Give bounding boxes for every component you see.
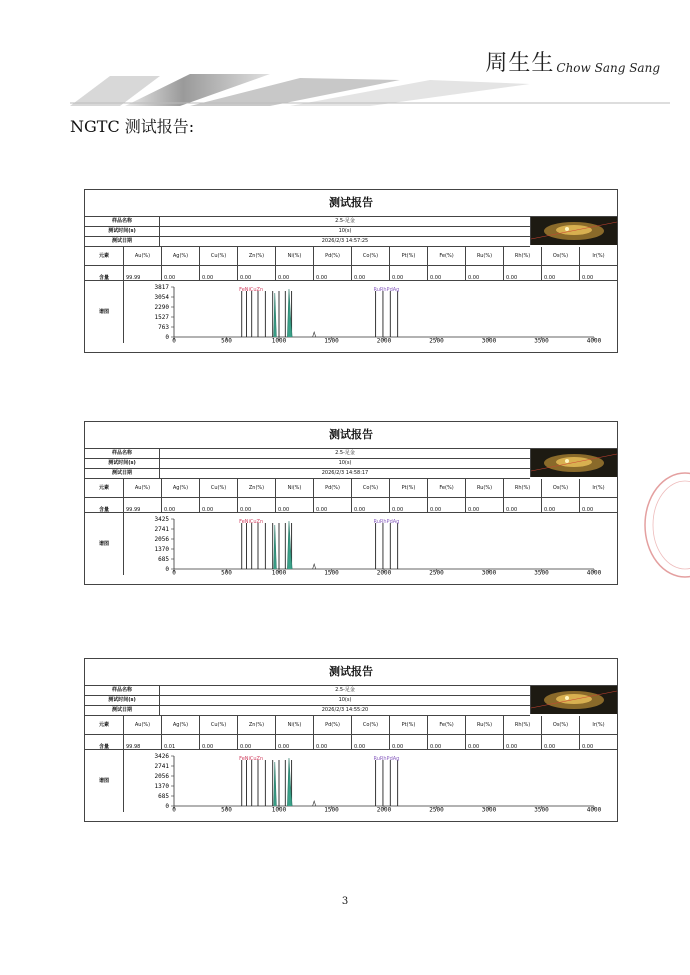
test-date-value: 2026/2/3 14:57:25: [321, 238, 369, 244]
spectrum-label: 谱图: [85, 513, 124, 575]
content-value-cell: 0.00: [352, 735, 390, 749]
content-value-cell: 0.00: [466, 498, 504, 512]
y-tick-label: 0: [165, 334, 169, 341]
y-tick-label: 685: [158, 793, 169, 800]
x-tick-label: 3500: [534, 806, 549, 812]
element-header-cell: Co(%): [352, 247, 390, 265]
content-label: 含量: [85, 266, 124, 280]
test-date-label: 测试日期: [85, 706, 160, 715]
element-header-cell: Co(%): [352, 479, 390, 497]
y-tick-label: 1370: [154, 546, 169, 553]
content-value-cell: 99.99: [124, 266, 162, 280]
content-value-cell: 0.00: [542, 266, 580, 280]
y-tick-label: 3426: [154, 753, 169, 760]
x-tick-label: 2000: [376, 337, 392, 343]
brand-logo: [485, 46, 660, 77]
element-header-cell: Au(%): [124, 716, 162, 734]
element-header-cell: Os(%): [542, 247, 580, 265]
page-number: 3: [341, 896, 349, 907]
test-date-row: [85, 469, 530, 479]
x-tick-label: 4000: [586, 337, 602, 343]
test-date-row: [85, 237, 530, 247]
content-value-cell: 0.00: [314, 266, 352, 280]
x-tick-label: 4000: [586, 806, 602, 812]
content-label: 含量: [85, 498, 124, 512]
element-header-cell: Rh(%): [504, 716, 542, 734]
y-tick-label: 3425: [154, 516, 169, 523]
test-time-value: 10(s): [338, 460, 352, 466]
spectrum-peak: [274, 289, 292, 337]
content-value-cell: 0.00: [504, 498, 542, 512]
x-tick-label: 1500: [324, 569, 339, 575]
y-tick-label: 2741: [154, 763, 169, 770]
element-header-cell: Pt(%): [390, 247, 428, 265]
y-tick-label: 2056: [154, 773, 169, 780]
x-tick-label: 1500: [324, 337, 339, 343]
y-tick-label: 2290: [154, 304, 169, 311]
sample-name-label: 样品名称: [85, 686, 160, 695]
content-label: 含量: [85, 735, 124, 749]
element-header-cell: Zn(%): [238, 247, 276, 265]
element-header-cell: Ag(%): [162, 247, 200, 265]
element-header-cell: Zn(%): [238, 716, 276, 734]
element-header-cell: Os(%): [542, 716, 580, 734]
spectrum-chart: [124, 750, 616, 812]
x-tick-label: 3000: [481, 569, 497, 575]
sample-photo: [530, 217, 617, 245]
y-tick-label: 2056: [154, 536, 169, 543]
content-value-cell: 0.00: [466, 266, 504, 280]
spectrum-label: 谱图: [85, 281, 124, 343]
element-header-cell: Fe(%): [428, 247, 466, 265]
content-value-cell: 0.00: [504, 735, 542, 749]
content-value-cell: 0.00: [238, 735, 276, 749]
test-time-value: 10(s): [338, 228, 352, 234]
content-value-cell: 0.00: [542, 498, 580, 512]
spectrum-plot: [124, 281, 617, 343]
element-header-cell: Cu(%): [200, 247, 238, 265]
element-header-cell: Ag(%): [162, 716, 200, 734]
y-tick-label: 2741: [154, 526, 169, 533]
element-header-cell: Ru(%): [466, 716, 504, 734]
element-marker-labels: FeNiCuZn: [239, 756, 264, 762]
spectrum-peak: [274, 521, 292, 569]
x-tick-label: 2500: [429, 806, 444, 812]
y-tick-label: 0: [165, 566, 169, 573]
spectrum-row: [85, 281, 617, 343]
element-header-cell: Os(%): [542, 479, 580, 497]
x-tick-label: 1000: [271, 806, 287, 812]
x-tick-label: 500: [221, 569, 232, 575]
element-header-cell: Fe(%): [428, 716, 466, 734]
content-value-cell: 0.00: [542, 735, 580, 749]
element-header-cell: Ni(%): [276, 479, 314, 497]
sample-name-row: [85, 217, 530, 227]
content-value-cell: 99.99: [124, 498, 162, 512]
spectrum-row: [85, 513, 617, 575]
element-marker-labels: FeNiCuZn: [239, 287, 264, 293]
x-tick-label: 1500: [324, 806, 339, 812]
content-value-cell: 0.00: [238, 498, 276, 512]
x-tick-label: 3000: [481, 337, 497, 343]
x-tick-label: 3500: [534, 569, 549, 575]
element-header-cell: Ru(%): [466, 247, 504, 265]
test-date-row: [85, 706, 530, 716]
element-marker-labels: FeNiCuZn: [239, 519, 264, 525]
test-date-value: 2026/2/3 14:58:17: [321, 470, 369, 476]
content-value-cell: 0.00: [428, 735, 466, 749]
content-value-cell: 0.00: [428, 498, 466, 512]
x-tick-label: 2500: [429, 337, 444, 343]
content-row: [85, 498, 617, 513]
element-header-cell: Fe(%): [428, 479, 466, 497]
x-tick-label: 3000: [481, 806, 497, 812]
element-header-cell: Cu(%): [200, 479, 238, 497]
sample-name-label: 样品名称: [85, 449, 160, 458]
test-time-value: 10(s): [338, 697, 352, 703]
sample-name-label: 样品名称: [85, 217, 160, 226]
y-tick-label: 0: [165, 803, 169, 810]
spectrum-chart: [124, 281, 616, 343]
test-time-row: [85, 696, 530, 706]
spectrum-label: 谱图: [85, 750, 124, 812]
x-tick-label: 2500: [429, 569, 444, 575]
content-value-cell: 0.00: [276, 266, 314, 280]
test-time-row: [85, 227, 530, 237]
element-header-cell: Pt(%): [390, 716, 428, 734]
element-header-cell: Au(%): [124, 247, 162, 265]
x-tick-label: 1000: [271, 337, 287, 343]
sample-photo: [530, 686, 617, 714]
x-tick-label: 2000: [376, 806, 392, 812]
y-tick-label: 3817: [154, 284, 169, 291]
content-value-cell: 0.00: [582, 744, 594, 750]
element-header-cell: Ru(%): [466, 479, 504, 497]
report-heading: NGTC 测试报告:: [70, 117, 195, 136]
element-label: 元素: [85, 716, 124, 734]
spectrum-peak: [313, 801, 316, 806]
element-header-cell: Co(%): [352, 716, 390, 734]
content-value-cell: 0.00: [390, 266, 428, 280]
test-date-value: 2026/2/3 14:55:20: [321, 707, 369, 713]
content-value-cell: 0.00: [390, 735, 428, 749]
y-tick-label: 685: [158, 556, 169, 563]
content-value-cell: 0.00: [200, 735, 238, 749]
spectrum-plot: [124, 513, 617, 575]
sample-name-value: 2.5-足金: [335, 687, 355, 693]
x-tick-label: 1000: [271, 569, 287, 575]
spectrum-row: [85, 750, 617, 812]
test-time-label: 测试时间(s): [85, 459, 160, 468]
element-header-cell: Pt(%): [390, 479, 428, 497]
test-date-label: 测试日期: [85, 237, 160, 246]
x-tick-label: 4000: [586, 569, 602, 575]
content-value-cell: 0.00: [276, 498, 314, 512]
test-date-label: 测试日期: [85, 469, 160, 478]
content-value-cell: 0.00: [314, 498, 352, 512]
sample-name-value: 2.5-足金: [335, 450, 355, 456]
sample-name-value: 2.5-足金: [335, 218, 355, 224]
test-report: [84, 189, 618, 353]
spectrum-peak: [274, 758, 292, 806]
element-header-cell: Ni(%): [276, 247, 314, 265]
element-header-cell: Ir(%): [592, 722, 605, 728]
logo-english-text: Chow Sang Sang: [556, 61, 660, 75]
element-header-cell: Au(%): [124, 479, 162, 497]
x-tick-label: 500: [221, 337, 232, 343]
y-tick-label: 1527: [154, 314, 169, 321]
element-header-cell: Rh(%): [504, 479, 542, 497]
spectrum-plot: [124, 750, 617, 812]
content-value-cell: 99.98: [124, 735, 162, 749]
content-row: [85, 735, 617, 750]
test-report: [84, 421, 618, 585]
content-value-cell: 0.01: [162, 735, 200, 749]
content-value-cell: 0.00: [352, 498, 390, 512]
test-time-label: 测试时间(s): [85, 227, 160, 236]
report-title: 测试报告: [85, 659, 617, 686]
element-marker-labels: RuRhPdAg: [373, 519, 400, 525]
test-time-label: 测试时间(s): [85, 696, 160, 705]
element-header-cell: Ir(%): [592, 253, 605, 259]
element-header-cell: Pd(%): [314, 479, 352, 497]
y-tick-label: 3054: [154, 294, 169, 301]
content-value-cell: 0.00: [582, 507, 594, 513]
content-value-cell: 0.00: [200, 498, 238, 512]
content-value-cell: 0.00: [200, 266, 238, 280]
sample-name-row: [85, 686, 530, 696]
element-header-cell: Cu(%): [200, 716, 238, 734]
element-header-cell: Ir(%): [592, 485, 605, 491]
content-value-cell: 0.00: [390, 498, 428, 512]
x-tick-label: 500: [221, 806, 232, 812]
element-header-cell: Rh(%): [504, 247, 542, 265]
element-header-row: [85, 247, 617, 266]
spectrum-peak: [313, 564, 316, 569]
spectrum-peak: [313, 332, 316, 337]
element-marker-labels: RuRhPdAg: [373, 756, 400, 762]
element-marker-labels: RuRhPdAg: [373, 287, 400, 293]
x-tick-label: 0: [172, 569, 176, 575]
company-stamp: [640, 470, 690, 580]
logo-chinese-text: 周生生: [485, 51, 555, 76]
sample-photo: [530, 449, 617, 477]
x-tick-label: 0: [172, 337, 176, 343]
element-header-cell: Ag(%): [162, 479, 200, 497]
spectrum-chart: [124, 513, 616, 575]
content-value-cell: 0.00: [162, 266, 200, 280]
content-value-cell: 0.00: [162, 498, 200, 512]
content-value-cell: 0.00: [276, 735, 314, 749]
content-value-cell: 0.00: [352, 266, 390, 280]
sample-name-row: [85, 449, 530, 459]
element-header-cell: Zn(%): [238, 479, 276, 497]
element-header-row: [85, 479, 617, 498]
element-header-row: [85, 716, 617, 735]
x-tick-label: 3500: [534, 337, 549, 343]
element-label: 元素: [85, 247, 124, 265]
content-value-cell: 0.00: [314, 735, 352, 749]
content-value-cell: 0.00: [582, 275, 594, 281]
content-value-cell: 0.00: [466, 735, 504, 749]
content-value-cell: 0.00: [238, 266, 276, 280]
content-value-cell: 0.00: [428, 266, 466, 280]
element-header-cell: Ni(%): [276, 716, 314, 734]
report-title: 测试报告: [85, 422, 617, 449]
report-title: 测试报告: [85, 190, 617, 217]
content-row: [85, 266, 617, 281]
y-tick-label: 763: [158, 324, 169, 331]
content-value-cell: 0.00: [504, 266, 542, 280]
element-label: 元素: [85, 479, 124, 497]
x-tick-label: 2000: [376, 569, 392, 575]
x-tick-label: 0: [172, 806, 176, 812]
element-header-cell: Pd(%): [314, 716, 352, 734]
element-header-cell: Pd(%): [314, 247, 352, 265]
y-tick-label: 1370: [154, 783, 169, 790]
test-report: [84, 658, 618, 822]
test-time-row: [85, 459, 530, 469]
